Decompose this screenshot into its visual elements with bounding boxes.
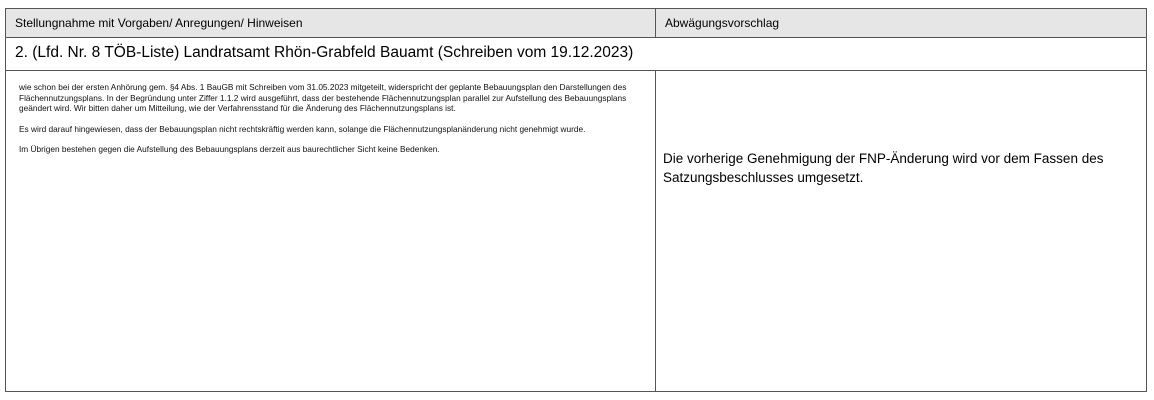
proposal-text: Die vorherige Genehmigung der FNP-Änderung wird vor dem Fassen des Satzungsbeschlusses umgesetzt. xyxy=(663,151,1104,185)
statement-paragraph: Im Übrigen bestehen gegen die Aufstellung des Bebauungsplans derzeit aus baurechtlicher Sicht keine Bedenken. xyxy=(19,144,440,154)
statement-cell xyxy=(6,71,656,391)
header-proposal: Abwägungsvorschlag xyxy=(665,16,780,30)
table-header-row xyxy=(6,9,1146,38)
proposal-cell xyxy=(656,71,1146,391)
statement-paragraph: wie schon bei der ersten Anhörung gem. §4 Abs. 1 BauGB mit Schreiben vom 31.05.2023 mitgeteilt, widerspricht der geplante Bebauungsplan den Darstellungen des Flächennutzungsplans. In der Begründung unter Ziffer 1.1.2 wird ausgeführt, dass der bestehende Flächennutzungsplan parallel zur Aufstellung des Bebauungsplans geändert wird. Wir bitten daher um Mitteilung, wie der Verfahrensstand für die Änderung des Flächennutzungsplans ist. xyxy=(19,82,627,113)
header-statement: Stellungnahme mit Vorgaben/ Anregungen/ Hinweisen xyxy=(6,9,656,37)
statement-table xyxy=(5,8,1147,392)
section-row xyxy=(6,38,1146,71)
section-title: 2. (Lfd. Nr. 8 TÖB-Liste) Landratsamt Rhön-Grabfeld Bauamt (Schreiben vom 19.12.2023) xyxy=(15,44,634,61)
table-body-row xyxy=(6,71,1146,391)
statement-paragraph: Es wird darauf hingewiesen, dass der Bebauungsplan nicht rechtskräftig werden kann, solange die Flächennutzungsplanänderung nicht genehmigt wurde. xyxy=(19,123,586,134)
